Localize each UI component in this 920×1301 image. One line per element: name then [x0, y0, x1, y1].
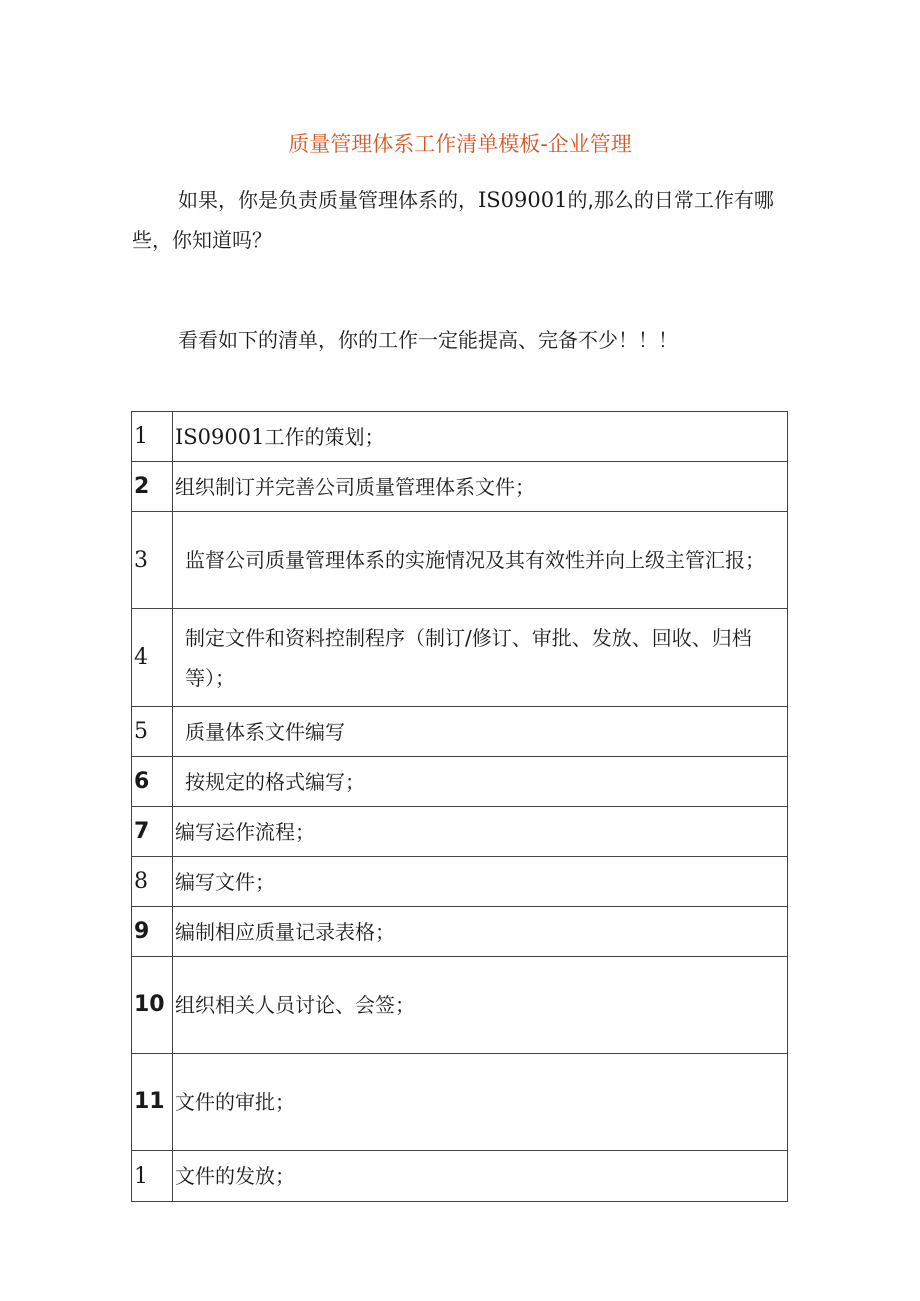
row-text: 编写文件； — [173, 857, 788, 907]
row-index: 4 — [132, 609, 173, 707]
row-text: 组织相关人员讨论、会签； — [173, 957, 788, 1054]
row-text: 编制相应质量记录表格； — [173, 907, 788, 957]
row-index: 3 — [132, 512, 173, 609]
table-row — [132, 957, 788, 1054]
row-text: 编写运作流程； — [173, 807, 788, 857]
row-text: 文件的审批； — [173, 1054, 788, 1151]
row-text-code: IS09001 — [175, 424, 265, 449]
row-index: 5 — [132, 707, 173, 757]
table-row — [132, 857, 788, 907]
intro-text-before: 如果，你是负责质量管理体系的， — [178, 188, 478, 212]
table-row — [132, 609, 788, 707]
row-text: 质量体系文件编写 — [173, 707, 788, 757]
work-checklist-table — [131, 411, 788, 1202]
intro-text-after: 的,那么的日常工作有哪些，你知道吗？ — [132, 188, 774, 252]
row-index: 1 — [132, 412, 173, 462]
row-index: 11 — [132, 1054, 173, 1151]
row-text — [173, 412, 788, 462]
table-row — [132, 512, 788, 609]
row-text: 监督公司质量管理体系的实施情况及其有效性并向上级主管汇报； — [173, 512, 788, 609]
row-text: 制定文件和资料控制程序（制订/修订、审批、发放、回收、归档等）； — [173, 609, 788, 707]
document-title: 质量管理体系工作清单模板-企业管理 — [288, 132, 632, 156]
row-index: 1 — [132, 1151, 173, 1202]
row-text: 组织制订并完善公司质量管理体系文件； — [173, 462, 788, 512]
row-index: 2 — [132, 462, 173, 512]
intro-standard-code: IS09001 — [478, 188, 568, 212]
table-row — [132, 1054, 788, 1151]
table-row — [132, 907, 788, 957]
table-row — [132, 1151, 788, 1202]
row-index: 7 — [132, 807, 173, 857]
row-index: 9 — [132, 907, 173, 957]
table-row — [132, 412, 788, 462]
table-row — [132, 757, 788, 807]
row-index: 6 — [132, 757, 173, 807]
intro-paragraph — [132, 180, 792, 260]
table-row — [132, 462, 788, 512]
table-row — [132, 807, 788, 857]
lead-sentence: 看看如下的清单，你的工作一定能提高、完备不少！！！ — [178, 328, 678, 352]
row-text: 按规定的格式编写； — [173, 757, 788, 807]
row-index: 10 — [132, 957, 173, 1054]
row-text-body: 工作的策划； — [264, 424, 385, 449]
row-text: 文件的发放； — [173, 1151, 788, 1202]
table-row — [132, 707, 788, 757]
row-index: 8 — [132, 857, 173, 907]
